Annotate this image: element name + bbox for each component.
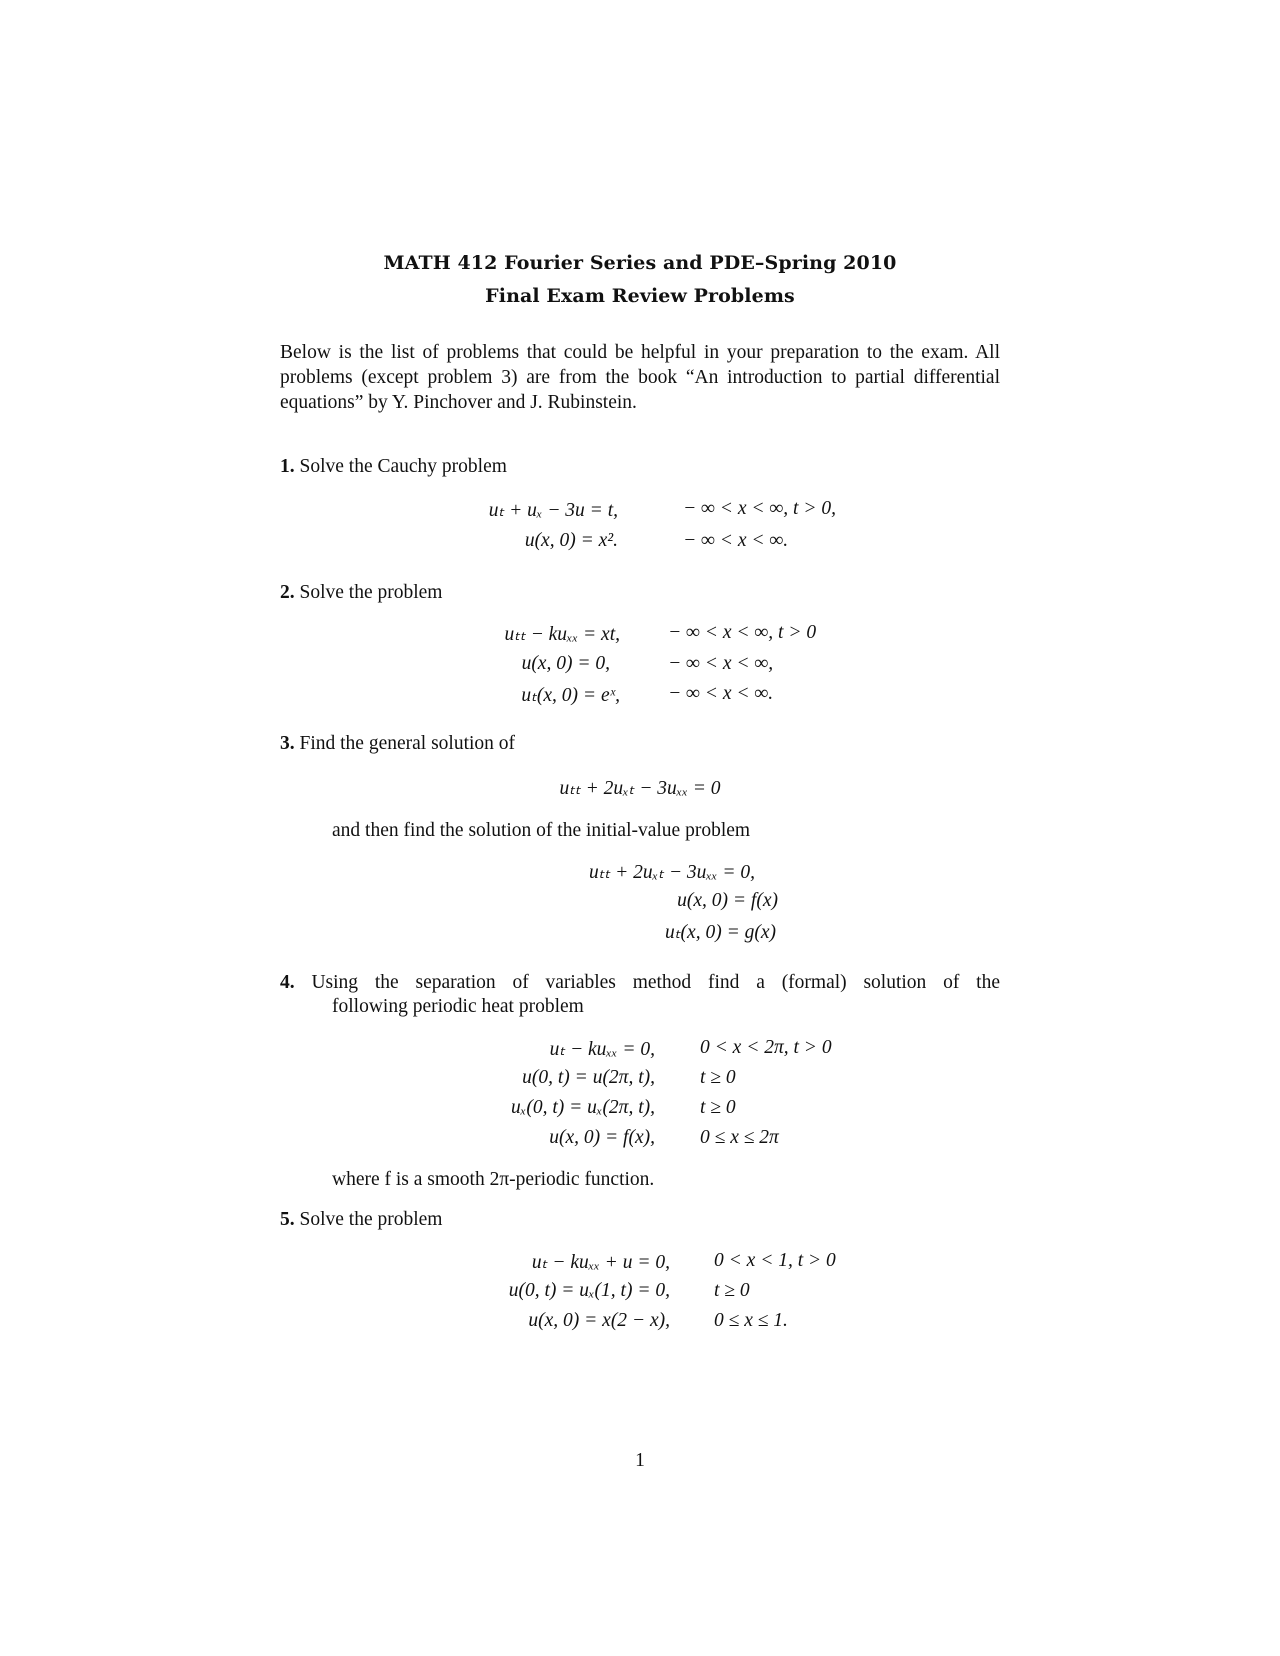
problem-1	[280, 454, 1000, 479]
equation-condition: 0 < x < 2π, t > 0	[700, 1037, 832, 1058]
equation-condition: − ∞ < x < ∞,	[668, 653, 774, 674]
equation: u(x, 0) = x(2 − x),	[528, 1310, 670, 1331]
equation-condition: − ∞ < x < ∞, t > 0	[668, 622, 817, 643]
equation: uₜ − kuₓₓ + u = 0,	[531, 1252, 670, 1273]
problem-followup: where f is a smooth 2π-periodic function.	[332, 1169, 655, 1190]
problem-text-continued: following periodic heat problem	[332, 996, 584, 1017]
equation-condition: − ∞ < x < ∞.	[668, 683, 774, 704]
equation-condition: t ≥ 0	[714, 1280, 750, 1301]
problem-text: Solve the problem	[299, 1209, 443, 1230]
problem-3	[280, 731, 1000, 756]
equation: uₜ − kuₓₓ = 0,	[549, 1039, 655, 1060]
equation: u(x, 0) = f(x)	[677, 890, 778, 911]
equation: u(x, 0) = f(x),	[549, 1127, 655, 1148]
equation-main: uₜₜ + 2uₓₜ − 3uₓₓ = 0	[559, 778, 721, 799]
problem-text: Find the general solution of	[299, 733, 516, 754]
problem-text: Solve the problem	[299, 582, 443, 603]
problem-text: Solve the Cauchy problem	[299, 456, 507, 477]
equation: u(x, 0) = 0,	[521, 653, 610, 674]
equation: u(0, t) = uₓ(1, t) = 0,	[508, 1280, 670, 1301]
equation: u(x, 0) = x².	[524, 530, 618, 551]
page-number: 1	[635, 1450, 645, 1471]
equation-condition: 0 < x < 1, t > 0	[714, 1250, 836, 1271]
equation-condition: t ≥ 0	[700, 1097, 736, 1118]
equation: uₜ + uₓ − 3u = t,	[488, 500, 618, 521]
problem-followup: and then find the solution of the initial-value problem	[332, 820, 751, 841]
equation: u(0, t) = u(2π, t),	[522, 1067, 655, 1088]
problem-number: 5.	[280, 1209, 295, 1230]
problem-text: Using the separation of variables method find a (formal) solution of the	[311, 972, 1001, 993]
document-subtitle: Final Exam Review Problems	[485, 285, 795, 307]
document-title: MATH 412 Fourier Series and PDE–Spring 2010	[383, 252, 897, 274]
problem-5	[280, 1207, 1000, 1232]
equation: uₜₜ + 2uₓₜ − 3uₓₓ = 0,	[589, 862, 755, 883]
problem-number: 3.	[280, 733, 295, 754]
equation-condition: − ∞ < x < ∞, t > 0,	[683, 498, 837, 519]
equation: uₜ(x, 0) = g(x)	[665, 922, 776, 943]
problem-2	[280, 580, 1000, 605]
equation-condition: − ∞ < x < ∞.	[683, 530, 789, 551]
problem-4	[280, 970, 1000, 995]
intro-paragraph: Below is the list of problems that could be helpful in your preparation to the exam. All problems (except problem 3) are from the book “An introduction to partial differential equations” by Y. Pinchover and J. Rubinstein.	[280, 342, 1000, 413]
problem-number: 1.	[280, 456, 295, 477]
equation-condition: 0 ≤ x ≤ 1.	[714, 1310, 788, 1331]
equation: uₜ(x, 0) = eˣ,	[521, 685, 620, 706]
problem-number: 2.	[280, 582, 295, 603]
equation-condition: 0 ≤ x ≤ 2π	[700, 1127, 779, 1148]
problem-number: 4.	[280, 972, 295, 993]
equation-condition: t ≥ 0	[700, 1067, 736, 1088]
equation: uₜₜ − kuₓₓ = xt,	[504, 624, 620, 645]
equation: uₓ(0, t) = uₓ(2π, t),	[511, 1097, 655, 1118]
